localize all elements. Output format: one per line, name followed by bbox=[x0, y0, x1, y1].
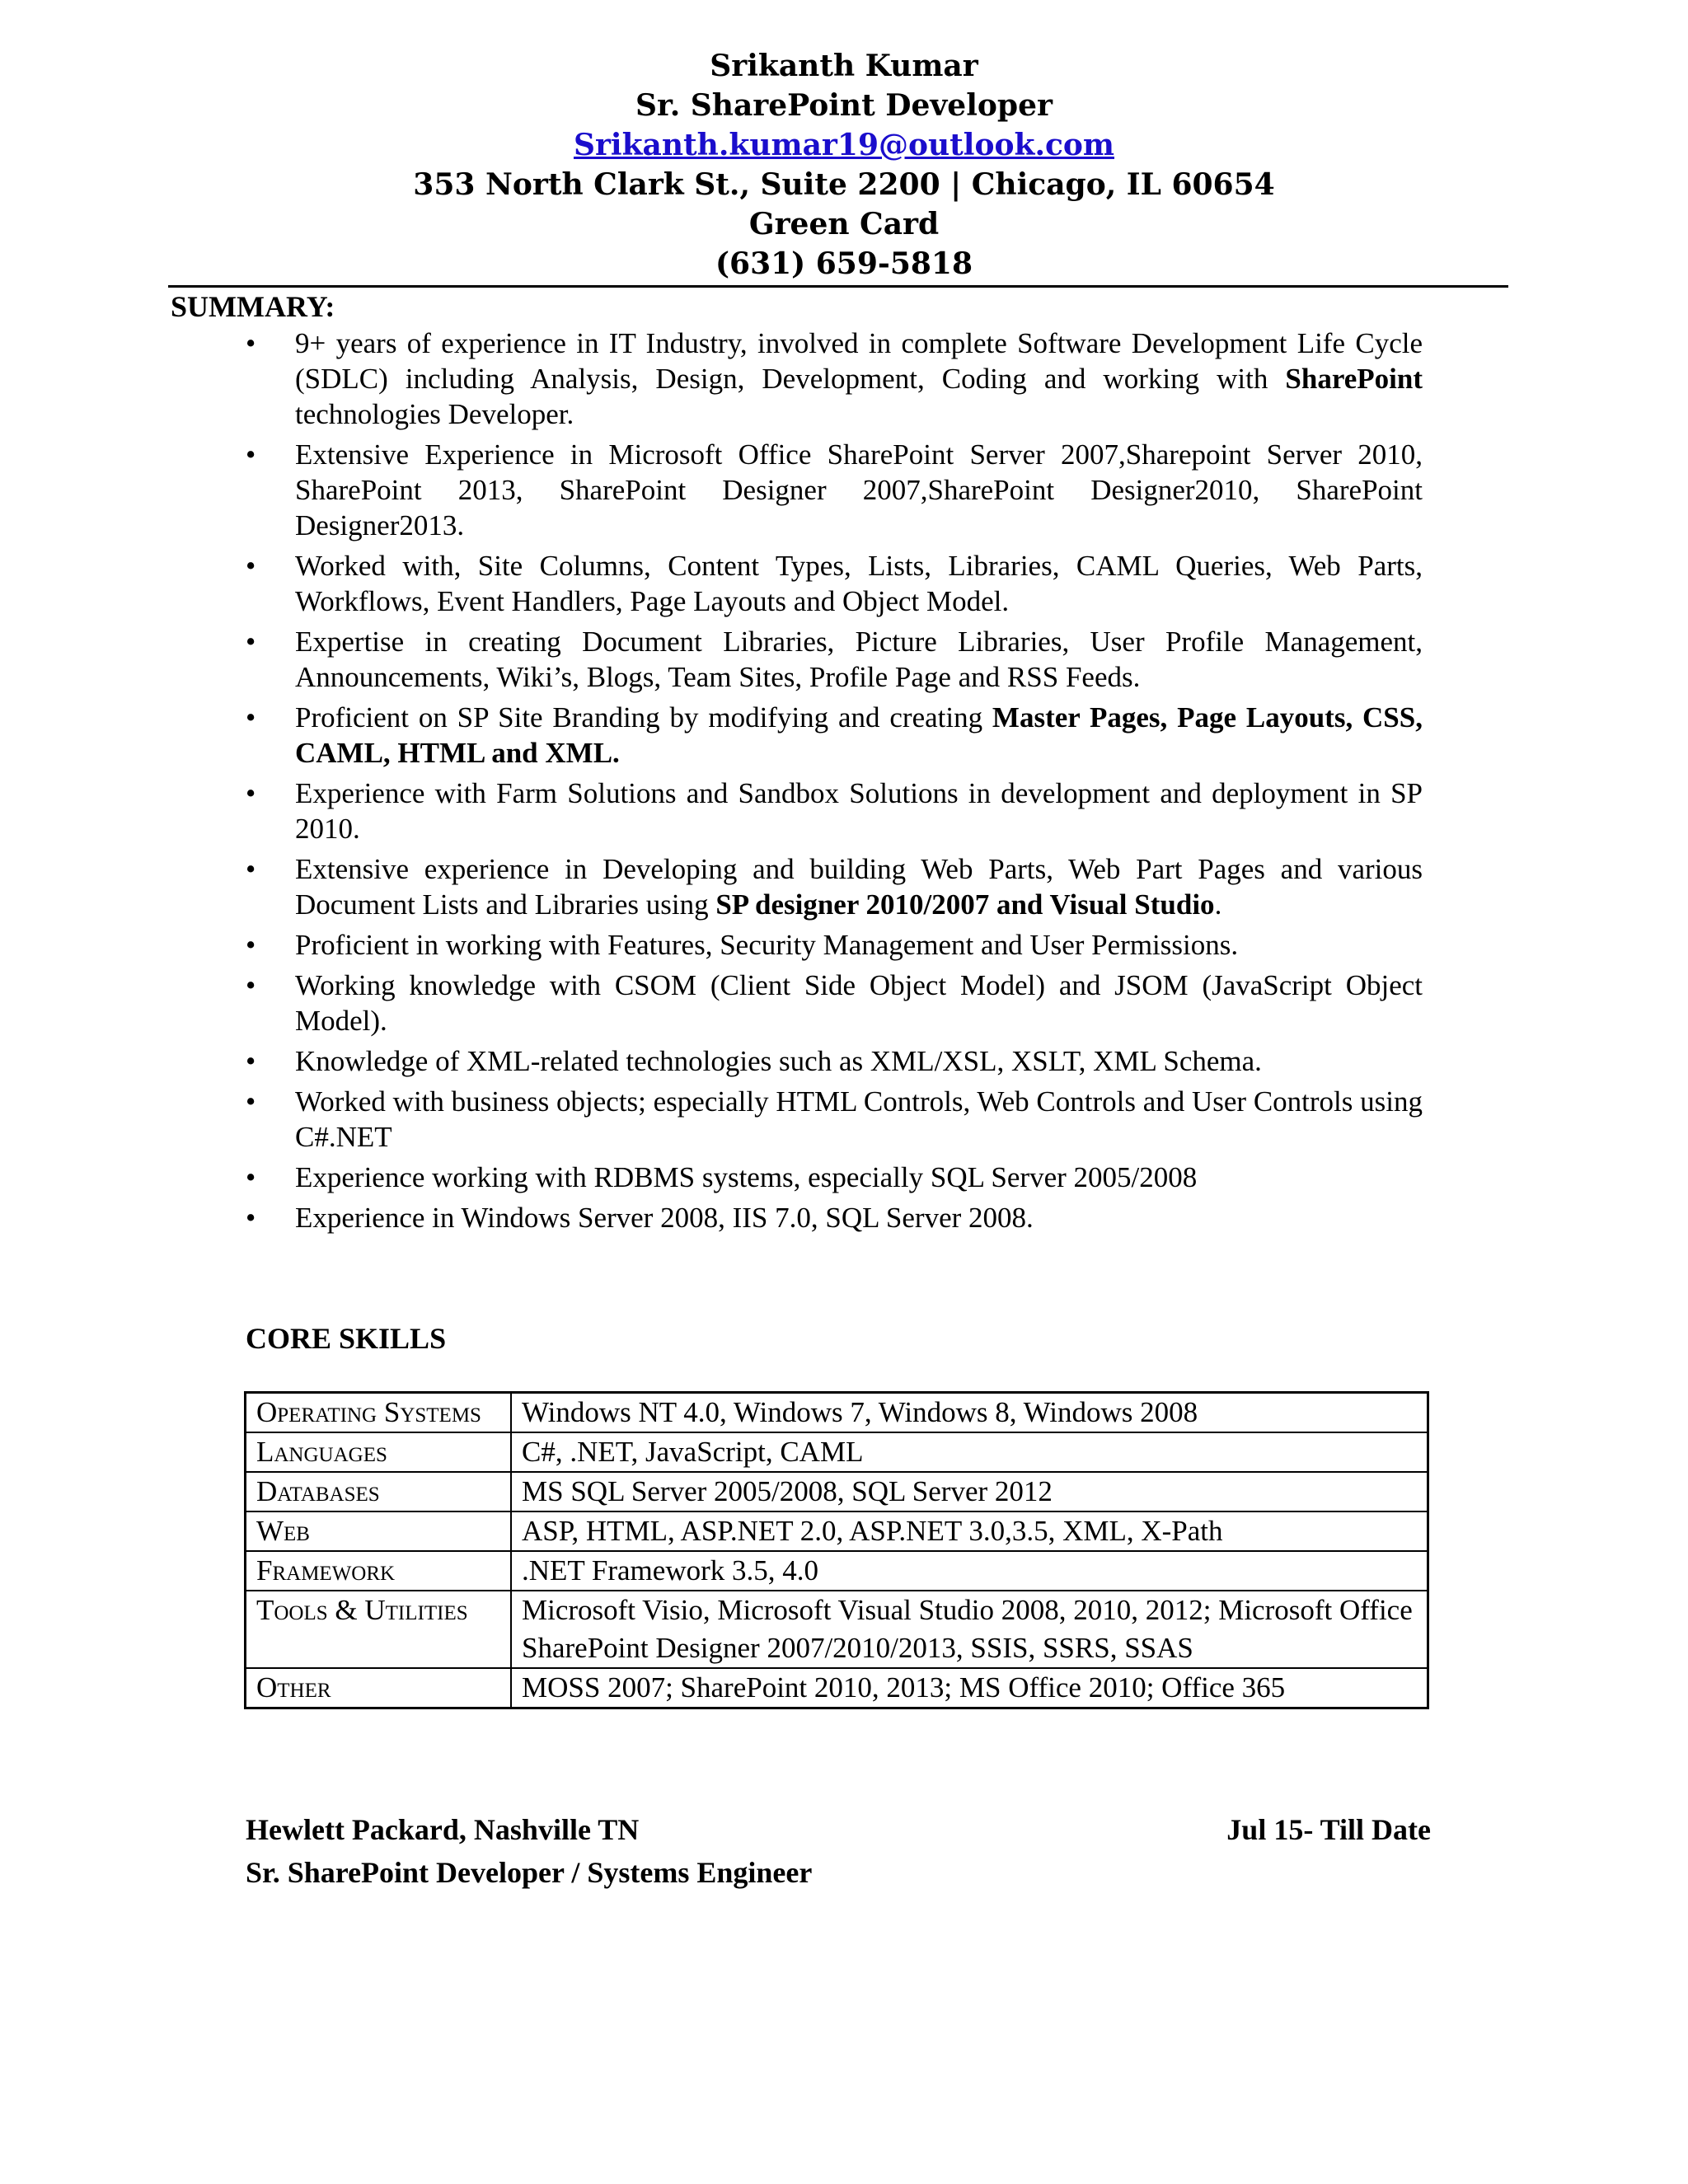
bullet-icon: • bbox=[246, 701, 256, 733]
summary-bold-text: SharePoint bbox=[1285, 363, 1423, 395]
skills-row bbox=[246, 1668, 1428, 1708]
core-skills-heading: CORE SKILLS bbox=[246, 1322, 447, 1355]
summary-text: Extensive experience in Developing and building Web Parts, Web Part Pages and various Document Lists and Libraries using bbox=[295, 853, 1423, 921]
summary-item bbox=[0, 776, 1423, 846]
summary-item bbox=[0, 1160, 1423, 1195]
skills-row bbox=[246, 1591, 1428, 1668]
address: 353 North Clark St., Suite 2200 | Chicago, IL 60654 bbox=[413, 167, 1275, 202]
summary-text: Worked with, Site Columns, Content Types, Lists, Libraries, CAML Queries, Web Parts, Workflows, Event Handlers, Page Layouts and Object Model. bbox=[295, 550, 1423, 617]
email-link[interactable]: Srikanth.kumar19@outlook.com bbox=[573, 128, 1115, 162]
skills-category: Other bbox=[246, 1668, 512, 1708]
summary-item bbox=[0, 548, 1423, 619]
bullet-icon: • bbox=[246, 929, 256, 961]
summary-heading: SUMMARY: bbox=[171, 290, 335, 323]
skills-value: Microsoft Visio, Microsoft Visual Studio 2008, 2010, 2012; Microsoft Office SharePoint Designer 2007/2010/2013, SSIS, SSRS, SSAS bbox=[511, 1591, 1428, 1668]
skills-category: Databases bbox=[246, 1472, 512, 1511]
summary-bold-text: Master Pages, Page Layouts, CSS, CAML, HTML and XML. bbox=[295, 701, 1423, 769]
summary-text: Experience working with RDBMS systems, especially SQL Server 2005/2008 bbox=[295, 1161, 1198, 1193]
work-status: Green Card bbox=[748, 207, 940, 241]
skills-value: MOSS 2007; SharePoint 2010, 2013; MS Office 2010; Office 365 bbox=[511, 1668, 1428, 1708]
phone-number: (631) 659-5818 bbox=[715, 246, 973, 281]
skills-category: Tools & Utilities bbox=[246, 1591, 512, 1668]
job-title: Sr. SharePoint Developer / Systems Engineer bbox=[246, 1856, 813, 1889]
bullet-icon: • bbox=[246, 327, 256, 359]
summary-text-tail: technologies Developer. bbox=[295, 398, 574, 430]
skills-value: MS SQL Server 2005/2008, SQL Server 2012 bbox=[511, 1472, 1428, 1511]
summary-item bbox=[0, 1043, 1423, 1079]
core-skills-table bbox=[244, 1391, 1429, 1709]
summary-list bbox=[0, 326, 1688, 1240]
skills-row bbox=[246, 1432, 1428, 1472]
summary-item bbox=[0, 326, 1423, 432]
bullet-icon: • bbox=[246, 1202, 256, 1234]
summary-text: Working knowledge with CSOM (Client Side Object Model) and JSOM (JavaScript Object Model). bbox=[295, 969, 1423, 1037]
skills-value: .NET Framework 3.5, 4.0 bbox=[511, 1551, 1428, 1591]
header-divider bbox=[168, 285, 1508, 288]
skills-row bbox=[246, 1511, 1428, 1551]
candidate-title: Sr. SharePoint Developer bbox=[635, 88, 1053, 123]
bullet-icon: • bbox=[246, 1045, 256, 1077]
summary-text: Experience in Windows Server 2008, IIS 7.0, SQL Server 2008. bbox=[295, 1202, 1034, 1234]
summary-text: Knowledge of XML-related technologies such as XML/XSL, XSLT, XML Schema. bbox=[295, 1045, 1262, 1077]
summary-item bbox=[0, 851, 1423, 922]
summary-text: Extensive Experience in Microsoft Office SharePoint Server 2007,Sharepoint Server 2010, SharePoint 2013, SharePoint Designer 2007,SharePoint Designer2010, SharePoint Designer2013. bbox=[295, 438, 1423, 541]
candidate-name: Srikanth Kumar bbox=[710, 49, 978, 83]
summary-text: 9+ years of experience in IT Industry, involved in complete Software Development Life Cycle (SDLC) including Analysis, Design, Development, Coding and working with bbox=[295, 327, 1423, 395]
skills-row bbox=[246, 1551, 1428, 1591]
bullet-icon: • bbox=[246, 777, 256, 809]
job-company: Hewlett Packard, Nashville TN bbox=[246, 1813, 640, 1846]
skills-value: C#, .NET, JavaScript, CAML bbox=[511, 1432, 1428, 1472]
summary-text: Proficient on SP Site Branding by modifying and creating bbox=[295, 701, 992, 733]
summary-item bbox=[0, 700, 1423, 771]
skills-row bbox=[246, 1393, 1428, 1433]
skills-row bbox=[246, 1472, 1428, 1511]
summary-bold-text: SP designer 2010/2007 and Visual Studio bbox=[715, 888, 1215, 921]
summary-text: Expertise in creating Document Libraries, Picture Libraries, User Profile Management, Announcements, Wiki’s, Blogs, Team Sites, Profile Page and RSS Feeds. bbox=[295, 626, 1423, 693]
skills-value: Windows NT 4.0, Windows 7, Windows 8, Windows 2008 bbox=[511, 1393, 1428, 1433]
bullet-icon: • bbox=[246, 1085, 256, 1118]
job-dates: Jul 15- Till Date bbox=[1226, 1813, 1431, 1846]
bullet-icon: • bbox=[246, 969, 256, 1001]
skills-category: Framework bbox=[246, 1551, 512, 1591]
skills-category: Languages bbox=[246, 1432, 512, 1472]
summary-text: Experience with Farm Solutions and Sandbox Solutions in development and deployment in SP 2010. bbox=[295, 777, 1423, 845]
summary-item bbox=[0, 437, 1423, 543]
summary-text-tail: . bbox=[1214, 888, 1222, 921]
bullet-icon: • bbox=[246, 1161, 256, 1193]
bullet-icon: • bbox=[246, 853, 256, 885]
skills-category: Web bbox=[246, 1511, 512, 1551]
summary-text: Proficient in working with Features, Security Management and User Permissions. bbox=[295, 929, 1239, 961]
bullet-icon: • bbox=[246, 550, 256, 582]
summary-item bbox=[0, 1200, 1423, 1235]
skills-value: ASP, HTML, ASP.NET 2.0, ASP.NET 3.0,3.5, XML, X-Path bbox=[511, 1511, 1428, 1551]
summary-item bbox=[0, 1084, 1423, 1155]
bullet-icon: • bbox=[246, 626, 256, 658]
summary-text: Worked with business objects; especially HTML Controls, Web Controls and User Controls using C#.NET bbox=[295, 1085, 1423, 1153]
summary-item bbox=[0, 624, 1423, 695]
skills-category: Operating Systems bbox=[246, 1393, 512, 1433]
summary-item bbox=[0, 968, 1423, 1038]
summary-item bbox=[0, 927, 1423, 963]
bullet-icon: • bbox=[246, 438, 256, 471]
resume-header bbox=[0, 46, 1688, 284]
